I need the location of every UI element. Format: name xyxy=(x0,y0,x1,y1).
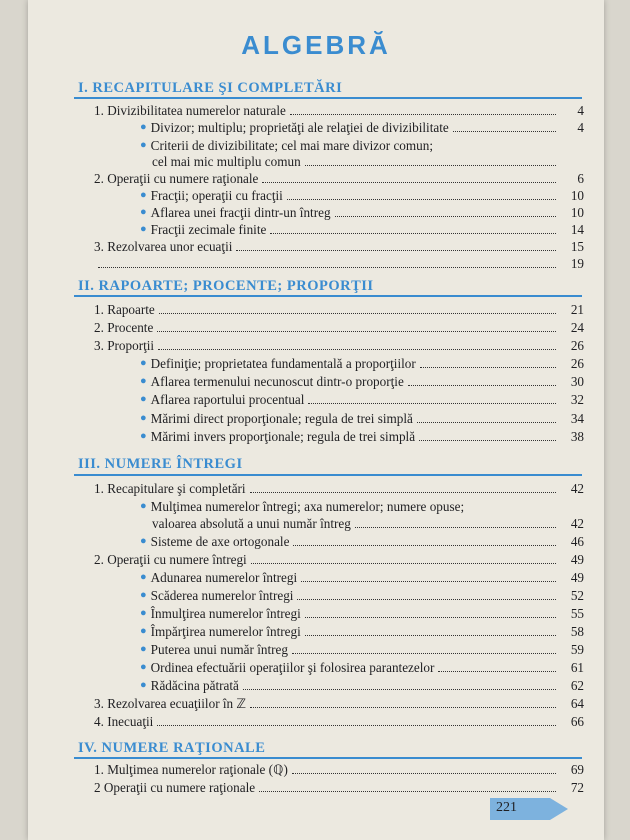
section-divider xyxy=(74,474,582,476)
toc-entry: 4. Inecuaţii 66 xyxy=(94,714,584,729)
toc-entry: ● Divizor; multiplu; proprietăţi ale relaţiei de divizibilitate 4 xyxy=(140,120,584,135)
toc-entry: ● Mărimi invers proporţionale; regula de trei simplă 38 xyxy=(140,429,584,444)
toc-entry: ● Fracţii; operaţii cu fracţii 10 xyxy=(140,188,584,203)
toc-entry: 2. Procente 24 xyxy=(94,320,584,335)
toc-entry: 1. Recapitulare şi completări 42 xyxy=(94,481,584,496)
bullet-icon: ● xyxy=(140,206,147,218)
toc-entry: ● Fracţii zecimale finite 14 xyxy=(140,222,584,237)
toc-entry: 1. Mulţimea numerelor raţionale (ℚ) 69 xyxy=(94,762,584,777)
bullet-icon: ● xyxy=(140,412,147,424)
section-divider xyxy=(74,97,582,99)
bullet-icon: ● xyxy=(140,535,147,547)
bullet-icon: ● xyxy=(140,121,147,133)
bullet-icon: ● xyxy=(140,625,147,637)
bullet-icon: ● xyxy=(140,571,147,583)
toc-entry-continuation: cel mai mic multiplu comun xyxy=(152,152,584,169)
section-title: I. RECAPITULARE ŞI COMPLETĂRI xyxy=(78,80,343,96)
toc-entry: 1. Divizibilitatea numerelor naturale 4 xyxy=(94,103,584,118)
page-number: 221 xyxy=(496,800,517,815)
toc-entry: ● Înmulţirea numerelor întregi 55 xyxy=(140,606,584,621)
bullet-icon: ● xyxy=(140,661,147,673)
bullet-icon: ● xyxy=(140,357,147,369)
bullet-icon: ● xyxy=(140,607,147,619)
toc-entry: 1. Rapoarte 21 xyxy=(94,302,584,317)
toc-entry: ● Aflarea termenului necunoscut dintr-o proporţie 30 xyxy=(140,374,584,389)
toc-entry: ● Puterea unui număr întreg 59 xyxy=(140,642,584,657)
bullet-icon: ● xyxy=(140,375,147,387)
bullet-icon: ● xyxy=(140,139,147,151)
bullet-icon: ● xyxy=(140,500,147,512)
toc-entry: ● Sisteme de axe ortogonale 46 xyxy=(140,534,584,549)
book-page xyxy=(28,0,604,840)
toc-entry: ● Ordinea efectuării operaţiilor şi folosirea parantezelor 61 xyxy=(140,660,584,675)
toc-entry: 3. Proporţii 26 xyxy=(94,338,584,353)
section-divider xyxy=(74,757,582,759)
toc-entry: ● Aflarea unei fracţii dintr-un întreg 10 xyxy=(140,205,584,220)
toc-entry-continuation: valoarea absolută a unui număr întreg 42 xyxy=(152,516,584,531)
toc-entry: ● Aflarea raportului procentual 32 xyxy=(140,392,584,407)
toc-entry: ● Definiţie; proprietatea fundamentală a proporţiilor 26 xyxy=(140,356,584,371)
toc-entry: 2. Operaţii cu numere raţionale 6 xyxy=(94,171,584,186)
bullet-icon: ● xyxy=(140,679,147,691)
section-divider xyxy=(74,295,582,297)
section-title: III. NUMERE ÎNTREGI xyxy=(78,456,243,472)
section-title: II. RAPOARTE; PROCENTE; PROPORŢII xyxy=(78,278,374,294)
toc-entry: 3. Rezolvarea unor ecuaţii 15 xyxy=(94,239,584,254)
bullet-icon: ● xyxy=(140,589,147,601)
toc-entry: 2 Operaţii cu numere raţionale 72 xyxy=(94,780,584,795)
bullet-icon: ● xyxy=(140,643,147,655)
bullet-icon: ● xyxy=(140,189,147,201)
toc-entry: 2. Operaţii cu numere întregi 49 xyxy=(94,552,584,567)
toc-entry: 3. Rezolvarea ecuaţiilor în ℤ 64 xyxy=(94,696,584,711)
bullet-icon: ● xyxy=(140,223,147,235)
section-title: IV. NUMERE RAŢIONALE xyxy=(78,740,266,756)
page-title: ALGEBRĂ xyxy=(241,30,391,60)
toc-entry: ● Scăderea numerelor întregi 52 xyxy=(140,588,584,603)
toc-entry: ● Criterii de divizibilitate; cel mai mare divizor comun; xyxy=(140,138,433,153)
toc-entry: ● Mulţimea numerelor întregi; axa numerelor; numere opuse; xyxy=(140,499,465,514)
toc-entry: ● Adunarea numerelor întregi 49 xyxy=(140,570,584,585)
toc-entry: 19 xyxy=(94,254,584,271)
toc-entry: ● Împărţirea numerelor întregi 58 xyxy=(140,624,584,639)
toc-entry: ● Mărimi direct proporţionale; regula de trei simplă 34 xyxy=(140,411,584,426)
bullet-icon: ● xyxy=(140,430,147,442)
toc-entry: ● Rădăcina pătrată 62 xyxy=(140,678,584,693)
bullet-icon: ● xyxy=(140,393,147,405)
